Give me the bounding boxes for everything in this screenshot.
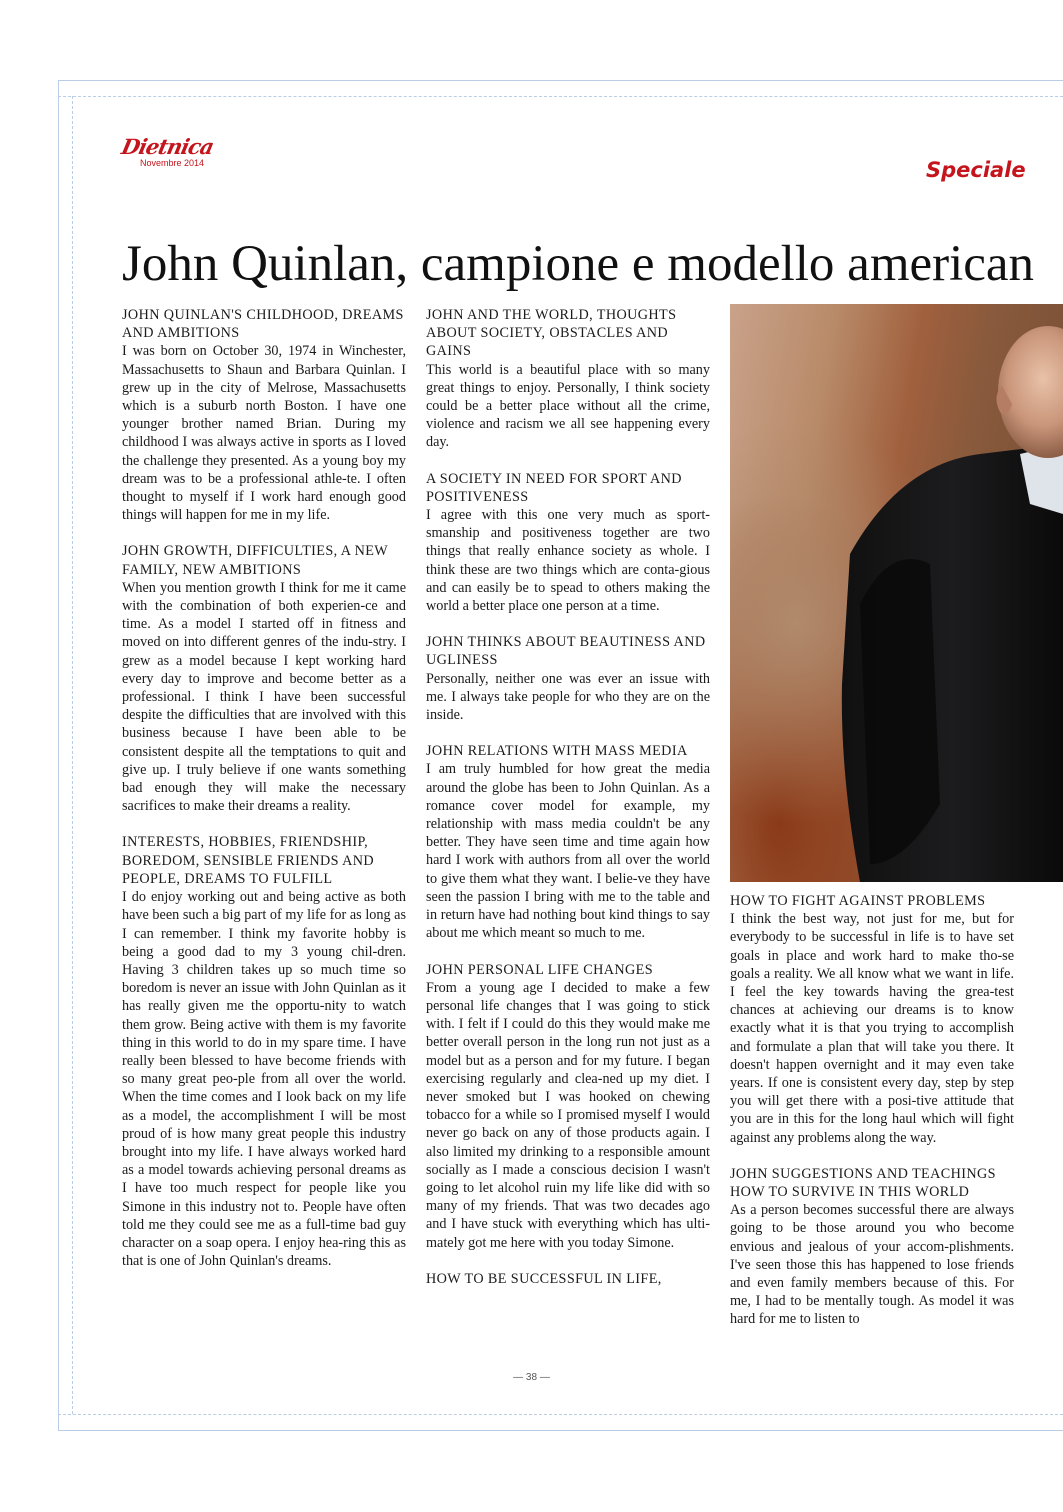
- section-body: I do enjoy working out and being active as both have been such a big part of my life for as long as I can remember. I think my favorite hobby is being a good dad to my 3 young chil-dren. Having 3 children takes up so much time so boredom is never an issue with John Quinlan as it has really given me the opportu-nity to watch them grow. Being active with them is my favorite thing in this world to do in my spare time. I have really been blessed to have become friends with so many great peo-ple from all over the world. When the time comes and I look back on my life as a model, the accomplishment I will be most proud of is how many great people this industry brought into my life. I have always worked hard as a model towards achieving personal dreams as I have too much respect for people like you Simone in this industry not to. People have often told me they could see me as a full-time bad guy character on a soap opera. I enjoy hea-ring this as that is one of John Quinlan's dreams.: [122, 889, 406, 1270]
- section-heading: JOHN THINKS ABOUT BEAUTINESS AND UGLINESS: [426, 634, 706, 669]
- section-heading: JOHN GROWTH, DIFFICULTIES, A NEW FAMILY, NEW AMBITIONS: [122, 543, 388, 578]
- section-body: When you mention growth I think for me it came with the combination of both experien-ce and time. As a model I started off in fitness and moved on into different genres of the indu-stry. I grew as a model because I kept working hard every day to improve and become better as a professional. I think I have been successful despite the difficulties that are involved with this business because I have been able to be consistent despite all the temptations to quit and give up. I truly believe if one wants something bad enough they will make the necessary sacrifices to make their dreams a reality.: [122, 579, 406, 815]
- section-heading: INTERESTS, HOBBIES, FRIENDSHIP, BOREDOM, SENSIBLE FRIENDS AND PEOPLE, DREAMS TO FULFILL: [122, 834, 375, 887]
- section-body: I am truly humbled for how great the media around the globe has been to John Quinlan. As a romance cover model for example, my relationship with mass media couldn't be any better. They have seen time and time again how hard I work with authors from all over the world to give them what they want. I belie-ve they have seen the passion I bring with me to the table and in return have had nothing bout kind things to say about me which meant so much to me.: [426, 761, 710, 942]
- continued-heading: HOW TO BE SUCCESSFUL IN LIFE,: [426, 1270, 662, 1287]
- article-headline: John Quinlan, campione e modello american: [122, 236, 1035, 292]
- section-heading: A SOCIETY IN NEED FOR SPORT AND POSITIVENESS: [426, 470, 682, 505]
- section-body: I think the best way, not just for me, but for everybody to be successful in life is to have set goals in place and work hard to make tho-se goals a reality. We all know what we want in life. I feel the key towards having the grea-test chances at achieving our dreams is to know exactly what it is that you trying to accomplish and formulate a plan that will take you there. It doesn't happen overnight and it may even take years. If one is consistent every day, step by step you will get there with a posi-tive attitude that you are in this for the long haul which will fight against any problems along the way.: [730, 911, 1014, 1146]
- section-heading: JOHN RELATIONS WITH MASS MEDIA: [426, 743, 688, 760]
- arm-shadow: [860, 559, 940, 864]
- section-heading: JOHN QUINLAN'S CHILDHOOD, DREAMS AND AMBITIONS: [122, 307, 404, 342]
- article-column-2: [426, 306, 710, 1288]
- article-column-1: [122, 306, 406, 1288]
- section-heading: JOHN AND THE WORLD, THOUGHTS ABOUT SOCIETY, OBSTACLES AND GAINS: [426, 307, 677, 360]
- section-body: From a young age I decided to make a few personal life changes that I was going to stick with. I felt if I could do this they would make me better overall person in the long run not just as a model but as a person and for my future. I began exercising regularly and clea-ned up my diet. I never smoked but I was hooked on chewing tobacco for a while so I promised myself I would never go back on any of those products again. I also limited my drinking to a responsible amount socially as I made a conscious decision I wasn't going to let alcohol ruin my life like did with so many of my friends. That was two decades ago and I have stuck with everything which has ulti-mately got me here with you today Simone.: [426, 979, 710, 1251]
- portrait-photo: [730, 304, 1063, 882]
- portrait-illustration: [730, 304, 1063, 882]
- section-heading: JOHN PERSONAL LIFE CHANGES: [426, 961, 654, 978]
- logo-wordmark: Dietnica: [119, 134, 216, 159]
- section-heading: HOW TO FIGHT AGAINST PROBLEMS: [730, 893, 986, 909]
- section-heading: JOHN SUGGESTIONS AND TEACHINGS HOW TO SURVIVE IN THIS WORLD: [730, 1165, 996, 1201]
- section-body: As a person becomes successful there are always going to be those around you who become envious and jealous of your accom-plishments. I've seen those this has happened to lose friends and even family members because of this. For me, I had to be mentally tough. As model it was hard for me to listen to: [730, 1202, 1014, 1328]
- issue-date: Novembre 2014: [140, 158, 205, 168]
- section-body: I agree with this one very much as sport-smanship and positiveness together are two things that really enhance society as whole. I think these are two things which are conta-gious and can easily be to spead to others making the world a better place one person at a time.: [426, 507, 710, 615]
- article-column-3: [730, 892, 1014, 1347]
- section-label: Speciale: [926, 158, 1026, 182]
- crop-guide-left: [72, 96, 73, 1414]
- crop-guide-bottom: [58, 1414, 1063, 1415]
- page-number: — 38 —: [513, 1372, 550, 1383]
- section-body: Personally, neither one was ever an issue with me. I always take people for who they are on the inside.: [426, 670, 710, 724]
- frame-bottom-line: [58, 1430, 1063, 1431]
- head: [998, 326, 1063, 458]
- magazine-logo: [119, 134, 222, 174]
- frame-top-line: [58, 80, 1063, 81]
- section-body: This world is a beautiful place with so many great things to enjoy. Personally, I think society could be a better place without all the crime, violence and racism we all see happening every day.: [426, 361, 710, 451]
- section-body: I was born on October 30, 1974 in Winchester, Massachusetts to Shaun and Barbara Quinlan. I grew up in the city of Melrose, Massachusetts which is a suburb north Boston. I have one younger brother named Brian. During my childhood I was always active in sports as I loved the challenge they presented. As a young boy my dream was to be a professional athle-te. I often thought to myself if I work hard enough good things will happen for me in my life.: [122, 343, 406, 524]
- crop-guide-top: [58, 96, 1063, 97]
- frame-left-line: [58, 80, 59, 1430]
